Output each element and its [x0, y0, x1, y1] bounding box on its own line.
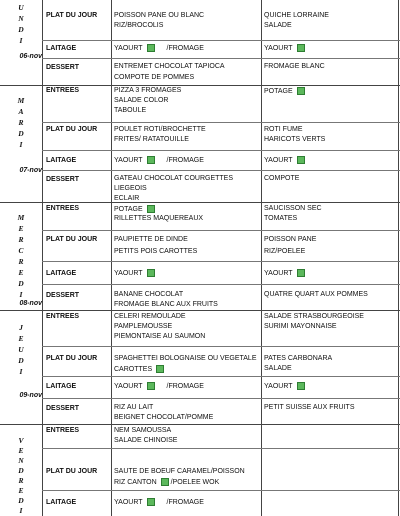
- day-letter: R: [18, 235, 24, 244]
- day-letter: V: [18, 436, 24, 445]
- menu-item: PAMPLEMOUSSE: [114, 323, 173, 330]
- menu-item: RIZ/POELEE: [264, 248, 306, 255]
- menu-item: YAOURT /FROMAGE: [114, 44, 204, 52]
- menu-item: QUICHE LORRAINE: [264, 12, 329, 19]
- category-label: LAITAGE: [46, 157, 77, 164]
- leaf-icon: [156, 365, 164, 373]
- menu-item: PIZZA 3 FROMAGES: [114, 87, 182, 94]
- day-separator: [0, 424, 400, 425]
- menu-item: QUATRE QUART AUX POMMES: [264, 291, 368, 298]
- menu-item: TOMATES: [264, 215, 298, 222]
- row-separator: [42, 170, 400, 171]
- row-separator: [42, 448, 400, 449]
- menu-item: POISSON PANE: [264, 236, 317, 243]
- menu-item: PATES CARBONARA: [264, 355, 333, 362]
- leaf-icon: [147, 498, 155, 506]
- menu-item: YAOURT /FROMAGE: [114, 156, 204, 164]
- category-label: LAITAGE: [46, 45, 77, 52]
- menu-item: HARICOTS VERTS: [264, 136, 326, 143]
- menu-item: PAUPIETTE DE DINDE: [114, 236, 188, 243]
- menu-item: CELERI REMOULADE: [114, 313, 186, 320]
- day-letter: U: [18, 345, 24, 354]
- day-letter: J: [19, 323, 23, 332]
- menu-item: TABOULE: [114, 107, 147, 114]
- menu-item: SALADE COLOR: [114, 97, 169, 104]
- category-label: ENTREES: [46, 313, 80, 320]
- menu-item: YAOURT: [264, 156, 305, 164]
- day-letter: R: [18, 257, 24, 266]
- menu-item: RIZ CANTON /POELEE WOK: [114, 478, 220, 486]
- row-separator: [42, 376, 400, 377]
- menu-item: YAOURT: [264, 44, 305, 52]
- day-letter: I: [19, 290, 23, 299]
- menu-item: SALADE CHINOISE: [114, 437, 178, 444]
- category-label: DESSERT: [46, 292, 80, 299]
- leaf-icon: [297, 382, 305, 390]
- category-label: ENTREES: [46, 427, 80, 434]
- category-label: PLAT DU JOUR: [46, 126, 98, 133]
- menu-item: ROTI FUME: [264, 126, 303, 133]
- menu-item: YAOURT: [264, 269, 305, 277]
- menu-item: GATEAU CHOCOLAT COURGETTES: [114, 175, 234, 182]
- menu-item: RILLETTES MAQUEREAUX: [114, 215, 204, 222]
- day-letter: N: [18, 14, 24, 23]
- leaf-icon: [147, 382, 155, 390]
- day-letter: E: [18, 334, 24, 343]
- grid-line: [42, 0, 43, 516]
- menu-item: FRITES/ RATATOUILLE: [114, 136, 189, 143]
- menu-item: COMPOTE: [264, 175, 300, 182]
- menu-item: BEIGNET CHOCOLAT/POMME: [114, 414, 214, 421]
- menu-item: PETIT SUISSE AUX FRUITS: [264, 404, 355, 411]
- menu-item: SAUCISSON SEC: [264, 205, 322, 212]
- category-label: DESSERT: [46, 176, 80, 183]
- day-separator: [0, 310, 400, 311]
- day-separator: [0, 85, 400, 86]
- menu-item: YAOURT: [264, 382, 305, 390]
- row-separator: [42, 490, 400, 491]
- menu-item: SALADE: [264, 365, 292, 372]
- row-separator: [42, 230, 400, 231]
- menu-item: RIZ/BROCOLIS: [114, 22, 164, 29]
- menu-item: NEM SAMOUSSA: [114, 427, 172, 434]
- row-separator: [42, 346, 400, 347]
- day-letter: I: [19, 36, 23, 45]
- menu-item: LIEGEOIS: [114, 185, 147, 192]
- menu-item: ENTREMET CHOCOLAT TAPIOCA: [114, 63, 225, 70]
- day-letter: U: [18, 3, 24, 12]
- category-label: PLAT DU JOUR: [46, 236, 98, 243]
- day-letter: A: [18, 107, 24, 116]
- category-label: DESSERT: [46, 64, 80, 71]
- day-letter: N: [18, 456, 24, 465]
- menu-item: POISSON PANE OU BLANC: [114, 12, 205, 19]
- day-letter: D: [18, 496, 24, 505]
- menu-item: POTAGE: [114, 205, 155, 213]
- menu-item: PIEMONTAISE AU SAUMON: [114, 333, 206, 340]
- day-date: 09-nov: [19, 392, 42, 399]
- row-separator: [42, 261, 400, 262]
- day-separator: [0, 202, 400, 203]
- day-letter: I: [19, 140, 23, 149]
- day-letter: D: [18, 25, 24, 34]
- menu-item: SAUTE DE BOEUF CARAMEL/POISSON: [114, 468, 245, 475]
- row-separator: [42, 40, 400, 41]
- leaf-icon: [297, 156, 305, 164]
- menu-item: COMPOTE DE POMMES: [114, 74, 195, 81]
- menu-item: YAOURT /FROMAGE: [114, 382, 204, 390]
- menu-item: POULET ROTI/BROCHETTE: [114, 126, 206, 133]
- leaf-icon: [147, 205, 155, 213]
- day-date: 06-nov: [19, 53, 42, 60]
- menu-item: PETITS POIS CAROTTES: [114, 248, 198, 255]
- leaf-icon: [161, 478, 169, 486]
- day-date: 08-nov: [19, 300, 42, 307]
- menu-item: BANANE CHOCOLAT: [114, 291, 184, 298]
- menu-item: SALADE STRASBOURGEOISE: [264, 313, 364, 320]
- row-separator: [42, 122, 400, 123]
- leaf-icon: [297, 269, 305, 277]
- row-separator: [42, 284, 400, 285]
- menu-item: SPAGHETTEI BOLOGNAISE OU VEGETALE: [114, 355, 257, 362]
- day-letter: D: [18, 129, 24, 138]
- day-letter: I: [19, 367, 23, 376]
- category-label: ENTREES: [46, 87, 80, 94]
- leaf-icon: [147, 156, 155, 164]
- day-letter: D: [18, 279, 24, 288]
- grid-line: [261, 0, 262, 516]
- menu-item: YAOURT /FROMAGE: [114, 498, 204, 506]
- day-letter: E: [18, 446, 24, 455]
- menu-item: ECLAIR: [114, 195, 140, 202]
- day-letter: R: [18, 476, 24, 485]
- leaf-icon: [297, 87, 305, 95]
- grid-line: [398, 0, 399, 516]
- leaf-icon: [297, 44, 305, 52]
- category-label: PLAT DU JOUR: [46, 12, 98, 19]
- category-label: LAITAGE: [46, 270, 77, 277]
- day-letter: R: [18, 118, 24, 127]
- day-letter: M: [17, 96, 25, 105]
- day-letter: E: [18, 224, 24, 233]
- category-label: DESSERT: [46, 405, 80, 412]
- menu-item: SALADE: [264, 22, 292, 29]
- row-separator: [42, 58, 400, 59]
- day-letter: M: [17, 213, 25, 222]
- category-label: PLAT DU JOUR: [46, 355, 98, 362]
- day-letter: I: [19, 506, 23, 515]
- day-letter: C: [18, 246, 24, 255]
- menu-item: SURIMI MAYONNAISE: [264, 323, 337, 330]
- leaf-icon: [147, 269, 155, 277]
- row-separator: [42, 150, 400, 151]
- menu-item: FROMAGE BLANC AUX FRUITS: [114, 301, 218, 308]
- category-label: LAITAGE: [46, 383, 77, 390]
- leaf-icon: [147, 44, 155, 52]
- category-label: ENTREES: [46, 205, 80, 212]
- menu-item: CAROTTES: [114, 365, 164, 373]
- day-letter: D: [18, 356, 24, 365]
- day-letter: D: [18, 466, 24, 475]
- row-separator: [42, 398, 400, 399]
- menu-item: POTAGE: [264, 87, 305, 95]
- day-letter: E: [18, 268, 24, 277]
- day-date: 07-nov: [19, 167, 42, 174]
- category-label: LAITAGE: [46, 499, 77, 506]
- category-label: PLAT DU JOUR: [46, 468, 98, 475]
- menu-item: RIZ AU LAIT: [114, 404, 154, 411]
- grid-line: [111, 0, 112, 516]
- menu-item: FROMAGE BLANC: [264, 63, 325, 70]
- menu-item: YAOURT: [114, 269, 155, 277]
- day-letter: E: [18, 486, 24, 495]
